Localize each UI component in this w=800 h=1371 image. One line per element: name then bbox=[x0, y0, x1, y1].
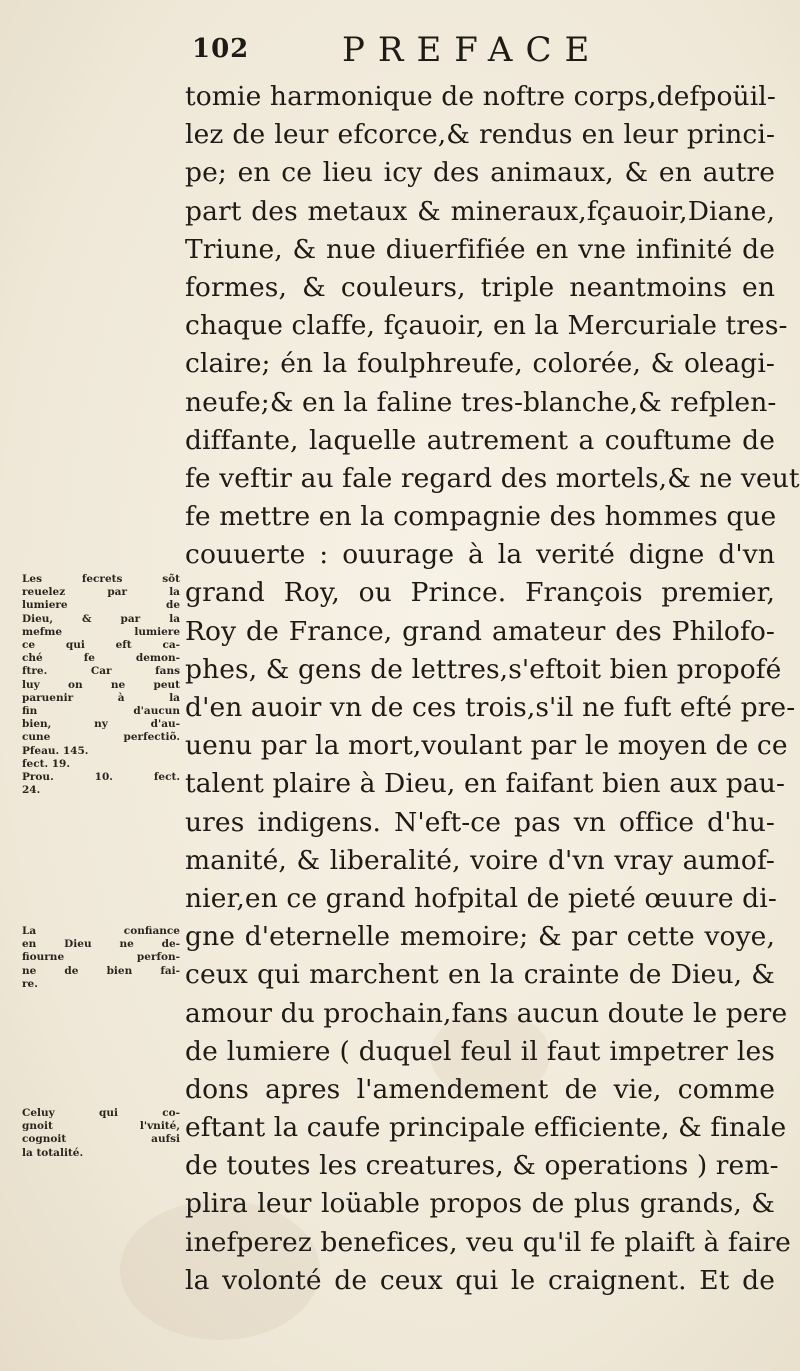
text-line: claire; én la foulphreufe, colorée, & oleagi- bbox=[185, 348, 775, 380]
marginal-note-line: Celuy qui co- bbox=[22, 1107, 180, 1119]
marginal-note-line: 24. bbox=[22, 784, 41, 797]
marginal-note bbox=[22, 925, 180, 991]
text-line: amour du prochain,fans aucun doute le pere bbox=[185, 997, 788, 1029]
text-line: phes, & gens de lettres,s'eftoit bien propofé bbox=[185, 653, 782, 685]
text-line: tomie harmonique de noftre corps,defpoüil- bbox=[185, 81, 776, 112]
marginal-note-line: La confiance bbox=[22, 925, 180, 937]
marginal-note-line: gnoit l'vnité, bbox=[22, 1120, 180, 1133]
text-line: fe veftir au fale regard des mortels,& ne veut bbox=[185, 462, 800, 494]
text-line: formes, & couleurs, triple neantmoins en bbox=[185, 271, 775, 303]
text-line: inefperez benefices, veu qu'il fe plaift à faire bbox=[185, 1226, 791, 1258]
marginal-note-line: ne de bien fai- bbox=[22, 964, 180, 977]
marginal-note-line: fiourne perfon- bbox=[22, 951, 180, 964]
text-line: ceux qui marchent en la crainte de Dieu, & bbox=[185, 959, 775, 991]
text-line: lez de leur efcorce,& rendus en leur princi- bbox=[185, 119, 775, 151]
marginal-note-line: fin d'aucun bbox=[22, 705, 180, 718]
text-line: chaque claffe, fçauoir, en la Mercuriale tres- bbox=[185, 310, 788, 342]
marginal-note-line: bien, ny d'au- bbox=[22, 718, 180, 731]
text-line: fe mettre en la compagnie des hommes que bbox=[185, 501, 777, 533]
text-line: nier,en ce grand hofpital de pieté œuure di- bbox=[185, 882, 777, 914]
running-title: PREFACE bbox=[342, 30, 603, 70]
marginal-note-line: mefme lumiere bbox=[22, 625, 180, 638]
body-text bbox=[185, 78, 800, 1300]
text-line: part des metaux & mineraux,fçauoir,Diane, bbox=[185, 195, 775, 227]
page-number: 102 bbox=[192, 34, 250, 64]
marginal-note-line: reuelez par la bbox=[22, 586, 180, 599]
marginal-note-line: luy on ne peut bbox=[22, 678, 180, 691]
marginal-note-line: ce qui eft ca- bbox=[22, 639, 180, 652]
text-line: d'en auoir vn de ces trois,s'il ne fuft efté pre- bbox=[185, 692, 796, 723]
text-line: pe; en ce lieu icy des animaux, & en autre bbox=[185, 157, 775, 189]
page-header bbox=[192, 30, 752, 76]
marginal-note-line: ftre. Car fans bbox=[22, 665, 180, 678]
text-line: neufe;& en la faline tres-blanche,& refplen- bbox=[185, 386, 777, 418]
text-line: ures indigens. N'eft-ce pas vn office d'hu- bbox=[185, 806, 775, 838]
marginal-note-line: Prou. 10. fect. bbox=[22, 771, 180, 784]
marginal-note bbox=[22, 573, 180, 797]
marginal-note-line: lumiere de bbox=[22, 599, 180, 612]
text-line: plira leur loüable propos de plus grands, & bbox=[185, 1188, 775, 1220]
text-line: gne d'eternelle memoire; & par cette voye, bbox=[185, 921, 775, 953]
text-line: dons apres l'amendement de vie, comme bbox=[185, 1073, 775, 1105]
marginal-note-line: paruenir à la bbox=[22, 691, 180, 704]
marginal-note-line: la totalité. bbox=[22, 1146, 84, 1159]
marginal-note-line: cune perfectiõ. bbox=[22, 731, 180, 744]
text-line: talent plaire à Dieu, en faifant bien aux pau- bbox=[185, 768, 786, 800]
marginal-note-line: en Dieu ne de- bbox=[22, 938, 180, 951]
text-line: Triune, & nue diuerfifiée en vne infinité de bbox=[185, 233, 775, 265]
marginal-note-line: Pfeau. 145. bbox=[22, 744, 89, 757]
text-line: grand Roy, ou Prince. François premier, bbox=[185, 577, 775, 609]
marginal-note-line: re. bbox=[22, 977, 38, 990]
marginal-note-line: ché fe demon- bbox=[22, 652, 180, 665]
text-line: Roy de France, grand amateur des Philofo- bbox=[185, 615, 775, 647]
text-line: manité, & liberalité, voire d'vn vray aumof- bbox=[185, 844, 775, 876]
marginal-note-line: Dieu, & par la bbox=[22, 612, 180, 625]
marginal-note-line: Les fecrets sõt bbox=[22, 573, 180, 585]
text-line: diffante, laquelle autrement a couftume de bbox=[185, 424, 775, 456]
marginal-note bbox=[22, 1107, 180, 1160]
text-line: la volonté de ceux qui le craignent. Et de bbox=[185, 1264, 775, 1296]
text-line: couuerte : ouurage à la verité digne d'vn bbox=[185, 539, 775, 571]
marginal-note-line: cognoit aufsi bbox=[22, 1133, 180, 1146]
text-line: de lumiere ( duquel feul il faut impetrer les bbox=[185, 1035, 775, 1067]
marginal-note-line: fect. 19. bbox=[22, 757, 71, 770]
text-line: eftant la caufe principale efficiente, & finale bbox=[185, 1112, 787, 1144]
text-line: de toutes les creatures, & operations ) rem- bbox=[185, 1150, 779, 1182]
text-line: uenu par la mort,voulant par le moyen de ce bbox=[185, 730, 788, 762]
